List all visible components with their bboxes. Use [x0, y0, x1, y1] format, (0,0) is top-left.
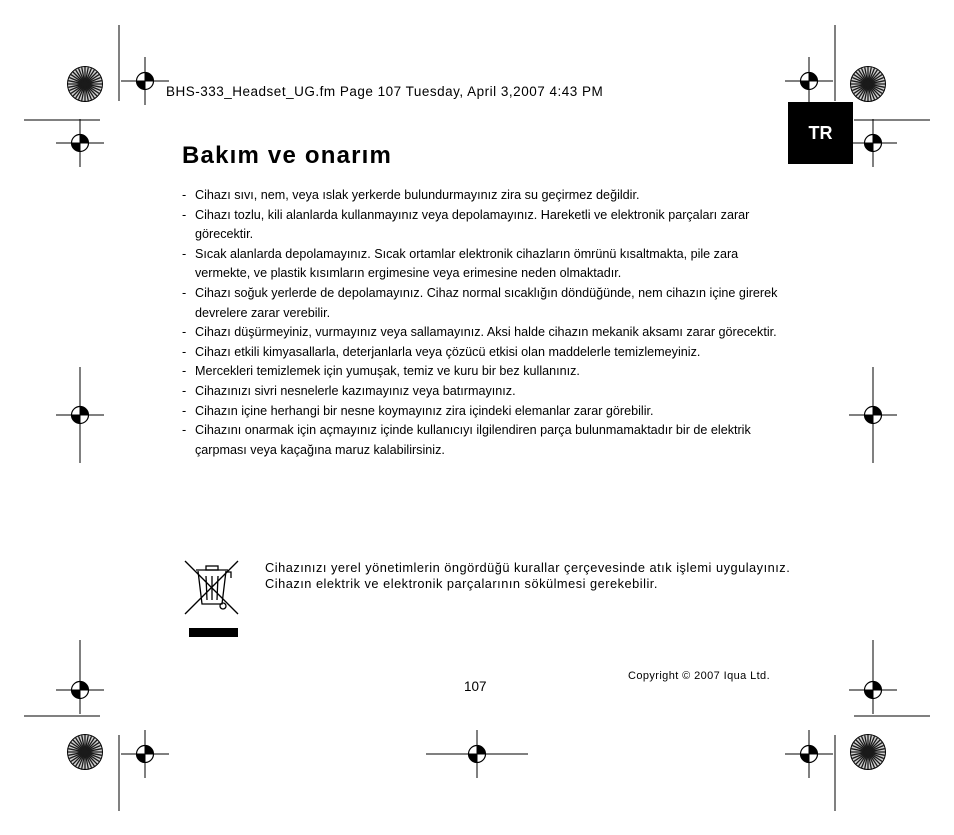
list-item — [182, 362, 782, 382]
page-title: Bakım ve onarım — [182, 142, 393, 169]
crossed-out-wheelie-bin-icon — [182, 558, 242, 640]
list-item — [182, 186, 782, 206]
care-instructions-list — [182, 186, 782, 460]
language-tab-label: TR — [808, 122, 833, 143]
list-bullet: - — [182, 344, 187, 359]
list-item-text: Cihazı sıvı, nem, veya ıslak yerkerde bulundurmayınız zira su geçirmez değildir. — [195, 188, 640, 202]
list-bullet: - — [182, 246, 187, 261]
list-item-text: Mercekleri temizlemek için yumuşak, temiz ve kuru bir bez kullanınız. — [195, 364, 580, 379]
list-bullet: - — [182, 188, 187, 202]
list-item — [182, 284, 782, 323]
list-item — [182, 323, 782, 343]
list-item-text: Cihazın içine herhangi bir nesne koymayınız zira içindeki elemanlar zarar görebilir. — [195, 403, 654, 418]
list-item-text: Cihazı etkili kimyasallarla, deterjanlarla veya çözücü etkisi olan maddelerle temizlemeyiniz. — [195, 344, 701, 359]
list-bullet: - — [182, 325, 187, 340]
list-item-text: Cihazınızı sivri nesnelerle kazımayınız veya batırmayınız. — [195, 383, 516, 398]
file-header: BHS-333_Headset_UG.fm Page 107 Tuesday, April 3,2007 4:43 PM — [166, 84, 604, 99]
page-number: 107 — [464, 679, 487, 694]
list-item-text: Cihazı düşürmeyiniz, vurmayınız veya sallamayınız. Aksi halde cihazın mekanik aksamı zarar görecektir. — [195, 325, 777, 340]
list-item-text: Cihazı soğuk yerlerde de depolamayınız. Cihaz normal sıcaklığın döndüğünde, nem cihazın içine girerek devrelere zarar verebilir. — [195, 285, 778, 320]
copyright: Copyright © 2007 Iqua Ltd. — [628, 670, 771, 682]
list-bullet: - — [182, 383, 187, 398]
list-bullet: - — [182, 285, 187, 300]
list-item — [182, 402, 782, 422]
disposal-notice: Cihazınızı yerel yönetimlerin öngördüğü kurallar çerçevesinde atık işlemi uygulayınız. Cihazın elektrik ve elektronik parçalarının sökülmesi gerekebilir. — [265, 560, 791, 591]
list-item — [182, 206, 782, 245]
list-item — [182, 421, 782, 460]
list-item — [182, 245, 782, 284]
list-item — [182, 343, 782, 363]
list-item-text: Cihazı tozlu, kili alanlarda kullanmayınız veya depolamayınız. Hareketli ve elektronik parçaları zarar görecektir. — [195, 207, 750, 242]
list-item-text: Sıcak alanlarda depolamayınız. Sıcak ortamlar elektronik cihazların ömrünü kısaltmakta, pile zara vermekte, ve plastik kısımların ergimesine veya erimesine neden olmaktadır. — [195, 246, 739, 281]
list-item-text: Cihazını onarmak için açmayınız içinde kullanıcıyı ilgilendiren parça bulunmamaktadır bir de elektrik çarpması veya kaçağına maruz kalabilirsiniz. — [195, 423, 751, 457]
list-bullet: - — [182, 364, 187, 379]
list-bullet: - — [182, 207, 187, 222]
list-bullet: - — [182, 423, 187, 438]
language-tab — [788, 102, 853, 164]
list-bullet: - — [182, 403, 187, 418]
list-item — [182, 382, 782, 402]
